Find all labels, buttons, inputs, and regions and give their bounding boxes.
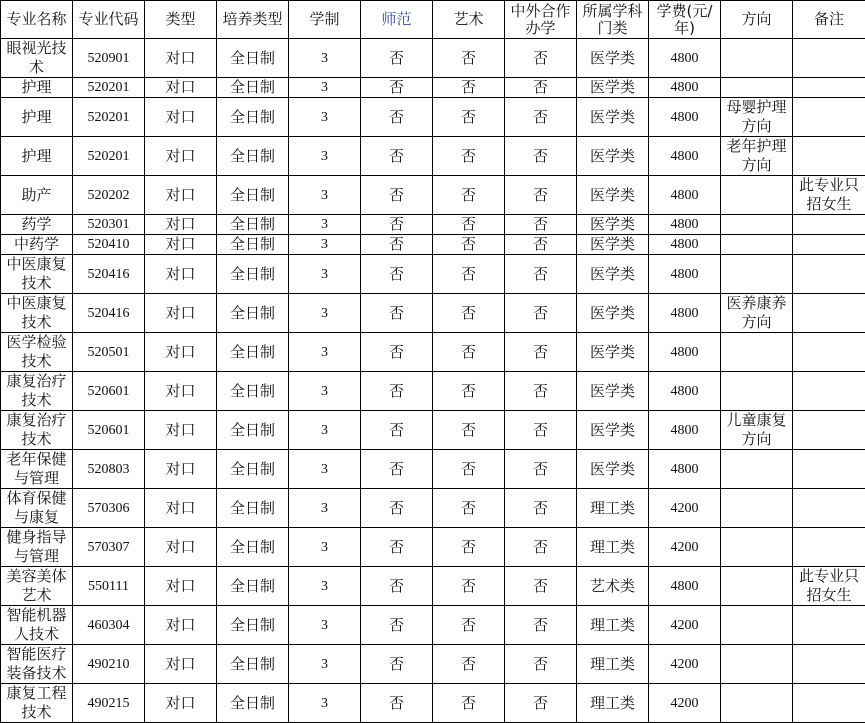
- cell-tuition: 4200: [649, 645, 721, 684]
- cell-major-name: 眼视光技术: [1, 39, 73, 78]
- cell-major-name: 药学: [1, 215, 73, 235]
- table-row: [1, 489, 865, 528]
- cell-joint-program: 否: [505, 215, 577, 235]
- table-row: [1, 255, 865, 294]
- cell-type: 对口: [145, 411, 217, 450]
- cell-major-code: 490215: [73, 684, 145, 723]
- cell-art: 否: [433, 606, 505, 645]
- cell-normal: 否: [361, 137, 433, 176]
- cell-training-type: 全日制: [217, 137, 289, 176]
- cell-tuition: 4800: [649, 255, 721, 294]
- cell-normal: 否: [361, 215, 433, 235]
- cell-remark: [793, 372, 865, 411]
- cell-major-name: 助产: [1, 176, 73, 215]
- cell-duration: 3: [289, 528, 361, 567]
- cell-tuition: 4800: [649, 78, 721, 98]
- cell-major-code: 570307: [73, 528, 145, 567]
- header-direction: 方向: [721, 1, 793, 39]
- cell-training-type: 全日制: [217, 372, 289, 411]
- cell-discipline: 医学类: [577, 98, 649, 137]
- table-row: [1, 137, 865, 176]
- cell-normal: 否: [361, 98, 433, 137]
- cell-discipline: 医学类: [577, 235, 649, 255]
- cell-normal: 否: [361, 39, 433, 78]
- cell-direction: [721, 450, 793, 489]
- cell-major-name: 康复治疗技术: [1, 372, 73, 411]
- cell-type: 对口: [145, 255, 217, 294]
- cell-type: 对口: [145, 78, 217, 98]
- cell-major-name: 中药学: [1, 235, 73, 255]
- table-row: [1, 235, 865, 255]
- cell-art: 否: [433, 78, 505, 98]
- cell-duration: 3: [289, 137, 361, 176]
- cell-remark: [793, 411, 865, 450]
- header-art: 艺术: [433, 1, 505, 39]
- cell-discipline: 医学类: [577, 372, 649, 411]
- cell-direction: [721, 645, 793, 684]
- cell-art: 否: [433, 176, 505, 215]
- cell-tuition: 4200: [649, 606, 721, 645]
- cell-major-name: 智能机器人技术: [1, 606, 73, 645]
- cell-direction: [721, 235, 793, 255]
- cell-discipline: 医学类: [577, 294, 649, 333]
- cell-remark: [793, 78, 865, 98]
- cell-normal: 否: [361, 645, 433, 684]
- cell-joint-program: 否: [505, 528, 577, 567]
- cell-remark: [793, 489, 865, 528]
- cell-discipline: 医学类: [577, 215, 649, 235]
- table-row: [1, 176, 865, 215]
- cell-major-name: 医学检验技术: [1, 333, 73, 372]
- cell-direction: [721, 333, 793, 372]
- header-major-code: 专业代码: [73, 1, 145, 39]
- cell-direction: [721, 372, 793, 411]
- table-row: [1, 333, 865, 372]
- table-row: [1, 567, 865, 606]
- cell-direction: [721, 684, 793, 723]
- cell-type: 对口: [145, 684, 217, 723]
- table-row: [1, 215, 865, 235]
- cell-art: 否: [433, 528, 505, 567]
- cell-duration: 3: [289, 684, 361, 723]
- cell-discipline: 医学类: [577, 411, 649, 450]
- cell-direction: [721, 606, 793, 645]
- cell-normal: 否: [361, 78, 433, 98]
- cell-discipline: 医学类: [577, 78, 649, 98]
- cell-discipline: 医学类: [577, 39, 649, 78]
- header-discipline: 所属学科门类: [577, 1, 649, 39]
- cell-duration: 3: [289, 98, 361, 137]
- cell-discipline: 艺术类: [577, 567, 649, 606]
- cell-duration: 3: [289, 333, 361, 372]
- cell-joint-program: 否: [505, 606, 577, 645]
- cell-major-name: 护理: [1, 78, 73, 98]
- cell-duration: 3: [289, 567, 361, 606]
- cell-art: 否: [433, 372, 505, 411]
- cell-type: 对口: [145, 294, 217, 333]
- cell-joint-program: 否: [505, 235, 577, 255]
- table-row: [1, 684, 865, 723]
- header-joint-program: 中外合作办学: [505, 1, 577, 39]
- cell-type: 对口: [145, 645, 217, 684]
- cell-art: 否: [433, 567, 505, 606]
- cell-major-code: 460304: [73, 606, 145, 645]
- cell-normal: 否: [361, 333, 433, 372]
- cell-art: 否: [433, 411, 505, 450]
- cell-type: 对口: [145, 333, 217, 372]
- cell-tuition: 4800: [649, 450, 721, 489]
- cell-major-code: 520201: [73, 98, 145, 137]
- cell-tuition: 4800: [649, 333, 721, 372]
- cell-art: 否: [433, 489, 505, 528]
- cell-art: 否: [433, 137, 505, 176]
- cell-remark: [793, 137, 865, 176]
- cell-direction: 老年护理方向: [721, 137, 793, 176]
- cell-major-code: 490210: [73, 645, 145, 684]
- cell-direction: [721, 39, 793, 78]
- cell-normal: 否: [361, 294, 433, 333]
- cell-tuition: 4800: [649, 176, 721, 215]
- cell-major-code: 520301: [73, 215, 145, 235]
- cell-normal: 否: [361, 606, 433, 645]
- cell-joint-program: 否: [505, 567, 577, 606]
- cell-remark: [793, 333, 865, 372]
- cell-major-name: 体育保健与康复: [1, 489, 73, 528]
- cell-remark: 此专业只招女生: [793, 176, 865, 215]
- header-major-name: 专业名称: [1, 1, 73, 39]
- header-type: 类型: [145, 1, 217, 39]
- cell-major-code: 520201: [73, 78, 145, 98]
- table-row: [1, 528, 865, 567]
- cell-tuition: 4200: [649, 489, 721, 528]
- cell-major-code: 520501: [73, 333, 145, 372]
- cell-art: 否: [433, 333, 505, 372]
- cell-joint-program: 否: [505, 411, 577, 450]
- cell-type: 对口: [145, 606, 217, 645]
- cell-discipline: 医学类: [577, 255, 649, 294]
- cell-major-code: 520416: [73, 255, 145, 294]
- cell-major-name: 康复治疗技术: [1, 411, 73, 450]
- cell-discipline: 医学类: [577, 333, 649, 372]
- cell-tuition: 4800: [649, 411, 721, 450]
- cell-direction: [721, 489, 793, 528]
- header-training-type: 培养类型: [217, 1, 289, 39]
- cell-type: 对口: [145, 450, 217, 489]
- cell-direction: 儿童康复方向: [721, 411, 793, 450]
- cell-major-name: 老年保健与管理: [1, 450, 73, 489]
- cell-joint-program: 否: [505, 645, 577, 684]
- table-row: [1, 39, 865, 78]
- cell-remark: [793, 645, 865, 684]
- cell-type: 对口: [145, 528, 217, 567]
- cell-remark: [793, 528, 865, 567]
- cell-duration: 3: [289, 176, 361, 215]
- cell-major-name: 智能医疗装备技术: [1, 645, 73, 684]
- cell-training-type: 全日制: [217, 333, 289, 372]
- cell-direction: 医养康养方向: [721, 294, 793, 333]
- cell-remark: [793, 98, 865, 137]
- cell-training-type: 全日制: [217, 684, 289, 723]
- header-duration: 学制: [289, 1, 361, 39]
- cell-discipline: 理工类: [577, 645, 649, 684]
- cell-duration: 3: [289, 215, 361, 235]
- cell-joint-program: 否: [505, 333, 577, 372]
- cell-training-type: 全日制: [217, 645, 289, 684]
- cell-training-type: 全日制: [217, 78, 289, 98]
- cell-training-type: 全日制: [217, 567, 289, 606]
- cell-direction: [721, 528, 793, 567]
- cell-art: 否: [433, 255, 505, 294]
- cell-normal: 否: [361, 411, 433, 450]
- cell-art: 否: [433, 645, 505, 684]
- cell-joint-program: 否: [505, 98, 577, 137]
- cell-remark: [793, 684, 865, 723]
- cell-tuition: 4800: [649, 372, 721, 411]
- cell-normal: 否: [361, 372, 433, 411]
- cell-major-name: 美容美体艺术: [1, 567, 73, 606]
- cell-joint-program: 否: [505, 78, 577, 98]
- cell-joint-program: 否: [505, 39, 577, 78]
- cell-remark: [793, 294, 865, 333]
- cell-major-code: 520202: [73, 176, 145, 215]
- table-row: [1, 450, 865, 489]
- header-normal: 师范: [361, 1, 433, 39]
- cell-direction: [721, 255, 793, 294]
- cell-type: 对口: [145, 98, 217, 137]
- cell-duration: 3: [289, 411, 361, 450]
- table-body: [1, 39, 865, 723]
- cell-major-name: 中医康复技术: [1, 294, 73, 333]
- cell-tuition: 4200: [649, 684, 721, 723]
- cell-training-type: 全日制: [217, 450, 289, 489]
- cell-tuition: 4800: [649, 215, 721, 235]
- cell-joint-program: 否: [505, 684, 577, 723]
- cell-normal: 否: [361, 684, 433, 723]
- cell-direction: [721, 176, 793, 215]
- cell-remark: [793, 215, 865, 235]
- cell-normal: 否: [361, 450, 433, 489]
- cell-joint-program: 否: [505, 255, 577, 294]
- cell-tuition: 4800: [649, 39, 721, 78]
- cell-duration: 3: [289, 78, 361, 98]
- cell-major-code: 520416: [73, 294, 145, 333]
- cell-type: 对口: [145, 215, 217, 235]
- cell-art: 否: [433, 39, 505, 78]
- cell-normal: 否: [361, 235, 433, 255]
- cell-major-name: 健身指导与管理: [1, 528, 73, 567]
- cell-training-type: 全日制: [217, 176, 289, 215]
- cell-training-type: 全日制: [217, 606, 289, 645]
- cell-joint-program: 否: [505, 450, 577, 489]
- cell-major-code: 520201: [73, 137, 145, 176]
- cell-training-type: 全日制: [217, 528, 289, 567]
- cell-type: 对口: [145, 176, 217, 215]
- cell-major-name: 中医康复技术: [1, 255, 73, 294]
- cell-joint-program: 否: [505, 176, 577, 215]
- cell-duration: 3: [289, 489, 361, 528]
- cell-art: 否: [433, 684, 505, 723]
- cell-duration: 3: [289, 39, 361, 78]
- cell-tuition: 4800: [649, 235, 721, 255]
- cell-type: 对口: [145, 235, 217, 255]
- cell-major-code: 520601: [73, 372, 145, 411]
- cell-joint-program: 否: [505, 294, 577, 333]
- cell-type: 对口: [145, 489, 217, 528]
- header-tuition: 学费(元/年): [649, 1, 721, 39]
- cell-normal: 否: [361, 255, 433, 294]
- cell-remark: [793, 39, 865, 78]
- cell-discipline: 医学类: [577, 450, 649, 489]
- cell-major-code: 550111: [73, 567, 145, 606]
- cell-training-type: 全日制: [217, 294, 289, 333]
- cell-remark: [793, 450, 865, 489]
- cell-duration: 3: [289, 645, 361, 684]
- cell-tuition: 4200: [649, 528, 721, 567]
- cell-duration: 3: [289, 450, 361, 489]
- cell-major-name: 护理: [1, 98, 73, 137]
- cell-duration: 3: [289, 255, 361, 294]
- cell-discipline: 理工类: [577, 684, 649, 723]
- table-row: [1, 645, 865, 684]
- cell-major-code: 520901: [73, 39, 145, 78]
- cell-normal: 否: [361, 567, 433, 606]
- cell-remark: 此专业只招女生: [793, 567, 865, 606]
- cell-art: 否: [433, 450, 505, 489]
- cell-art: 否: [433, 235, 505, 255]
- cell-normal: 否: [361, 176, 433, 215]
- cell-art: 否: [433, 215, 505, 235]
- cell-discipline: 理工类: [577, 489, 649, 528]
- cell-direction: [721, 215, 793, 235]
- cell-training-type: 全日制: [217, 489, 289, 528]
- cell-type: 对口: [145, 39, 217, 78]
- cell-training-type: 全日制: [217, 235, 289, 255]
- cell-art: 否: [433, 294, 505, 333]
- cell-duration: 3: [289, 235, 361, 255]
- cell-joint-program: 否: [505, 137, 577, 176]
- cell-discipline: 医学类: [577, 137, 649, 176]
- header-remark: 备注: [793, 1, 865, 39]
- cell-major-code: 520601: [73, 411, 145, 450]
- cell-duration: 3: [289, 606, 361, 645]
- cell-training-type: 全日制: [217, 411, 289, 450]
- cell-type: 对口: [145, 372, 217, 411]
- table-row: [1, 78, 865, 98]
- cell-training-type: 全日制: [217, 98, 289, 137]
- cell-type: 对口: [145, 137, 217, 176]
- table-row: [1, 606, 865, 645]
- cell-direction: 母婴护理方向: [721, 98, 793, 137]
- cell-direction: [721, 567, 793, 606]
- cell-type: 对口: [145, 567, 217, 606]
- cell-training-type: 全日制: [217, 255, 289, 294]
- cell-major-code: 570306: [73, 489, 145, 528]
- cell-major-code: 520410: [73, 235, 145, 255]
- cell-joint-program: 否: [505, 489, 577, 528]
- cell-normal: 否: [361, 489, 433, 528]
- cell-tuition: 4800: [649, 137, 721, 176]
- cell-remark: [793, 255, 865, 294]
- cell-training-type: 全日制: [217, 39, 289, 78]
- cell-discipline: 理工类: [577, 606, 649, 645]
- cell-tuition: 4800: [649, 294, 721, 333]
- cell-remark: [793, 606, 865, 645]
- cell-tuition: 4800: [649, 567, 721, 606]
- cell-major-name: 护理: [1, 137, 73, 176]
- cell-training-type: 全日制: [217, 215, 289, 235]
- cell-major-name: 康复工程技术: [1, 684, 73, 723]
- cell-joint-program: 否: [505, 372, 577, 411]
- cell-discipline: 医学类: [577, 176, 649, 215]
- cell-normal: 否: [361, 528, 433, 567]
- cell-remark: [793, 235, 865, 255]
- cell-art: 否: [433, 98, 505, 137]
- table-row: [1, 372, 865, 411]
- cell-discipline: 理工类: [577, 528, 649, 567]
- cell-direction: [721, 78, 793, 98]
- cell-major-code: 520803: [73, 450, 145, 489]
- table-row: [1, 294, 865, 333]
- cell-duration: 3: [289, 372, 361, 411]
- table-row: [1, 411, 865, 450]
- cell-tuition: 4800: [649, 98, 721, 137]
- header-row: [1, 1, 865, 39]
- table-row: [1, 98, 865, 137]
- cell-duration: 3: [289, 294, 361, 333]
